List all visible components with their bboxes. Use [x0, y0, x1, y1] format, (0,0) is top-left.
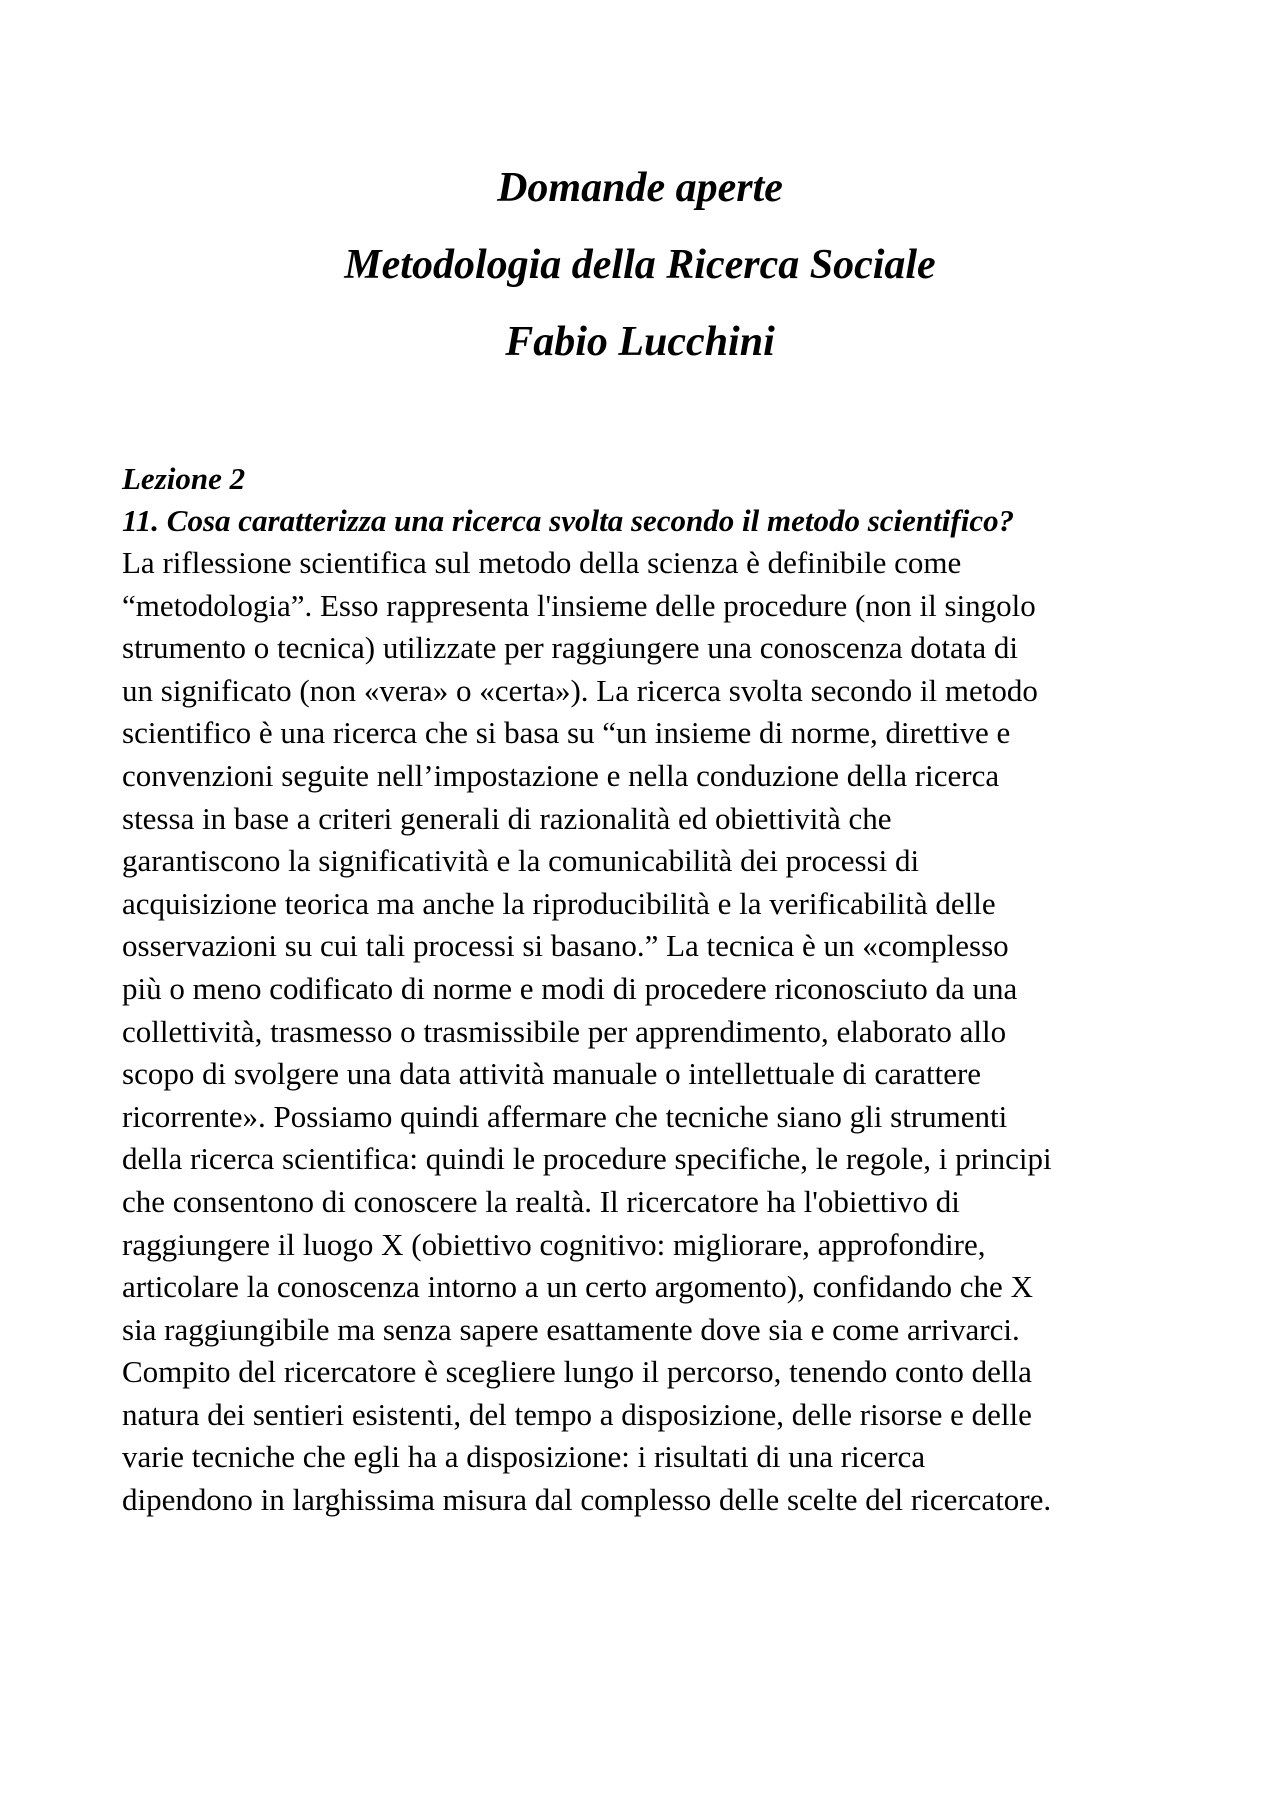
content: [122, 458, 1182, 1522]
answer-line: stessa in base a criteri generali di razionalità ed obiettività che: [122, 800, 892, 836]
document-title: Domande aperte: [497, 165, 783, 211]
course-name: Metodologia della Ricerca Sociale: [344, 242, 936, 288]
answer-line: La riflessione scientifica sul metodo della scienza è definibile come: [122, 545, 962, 580]
answer-line: Compito del ricercatore è scegliere lungo il percorso, tenendo conto della: [122, 1354, 1032, 1390]
answer-line: acquisizione teorica ma anche la riproducibilità e la verificabilità delle: [122, 885, 996, 921]
answer-line: natura dei sentieri esistenti, del tempo a disposizione, delle risorse e delle: [122, 1396, 1032, 1432]
answer-text: [122, 542, 1182, 1522]
answer-line: strumento o tecnica) utilizzate per raggiungere una conoscenza dotata di: [122, 630, 1019, 666]
answer-line: garantiscono la significatività e la comunicabilità dei processi di: [122, 843, 920, 879]
answer-line: più o meno codificato di norme e modi di procedere riconosciuto da una: [122, 970, 1018, 1006]
answer-line: articolare la conoscenza intorno a un certo argomento), confidando che X: [122, 1269, 1033, 1305]
answer-line: ricorrente». Possiamo quindi affermare che tecniche siano gli strumenti: [122, 1098, 1008, 1134]
answer-line: dipendono in larghissima misura dal complesso delle scelte del ricercatore.: [122, 1482, 1052, 1518]
answer-line: “metodologia”. Esso rappresenta l'insieme delle procedure (non il singolo: [122, 587, 1036, 623]
answer-line: sia raggiungibile ma senza sapere esattamente dove sia e come arrivarci.: [122, 1311, 1020, 1347]
answer-line: scopo di svolgere una data attività manuale o intellettuale di carattere: [122, 1056, 982, 1092]
title-block: [0, 150, 1280, 381]
answer-line: collettività, trasmesso o trasmissibile per apprendimento, elaborato allo: [122, 1013, 1007, 1049]
answer-line: che consentono di conoscere la realtà. Il ricercatore ha l'obiettivo di: [122, 1183, 960, 1219]
lesson-heading: Lezione 2: [122, 461, 246, 496]
question-heading: 11. Cosa caratterizza una ricerca svolta secondo il metodo scientifico?: [122, 503, 1015, 538]
answer-line: raggiungere il luogo X (obiettivo cognitivo: migliorare, approfondire,: [122, 1226, 986, 1262]
answer-line: della ricerca scientifica: quindi le procedure specifiche, le regole, i principi: [122, 1141, 1052, 1177]
answer-line: osservazioni su cui tali processi si basano.” La tecnica è un «complesso: [122, 928, 1009, 964]
author-name: Fabio Lucchini: [505, 319, 775, 365]
answer-line: un significato (non «vera» o «certa»). La ricerca svolta secondo il metodo: [122, 672, 1038, 708]
answer-line: scientifico è una ricerca che si basa su “un insieme di norme, direttive e: [122, 715, 1011, 751]
answer-line: convenzioni seguite nell’impostazione e nella conduzione della ricerca: [122, 757, 1000, 793]
answer-line: varie tecniche che egli ha a disposizione: i risultati di una ricerca: [122, 1439, 926, 1475]
